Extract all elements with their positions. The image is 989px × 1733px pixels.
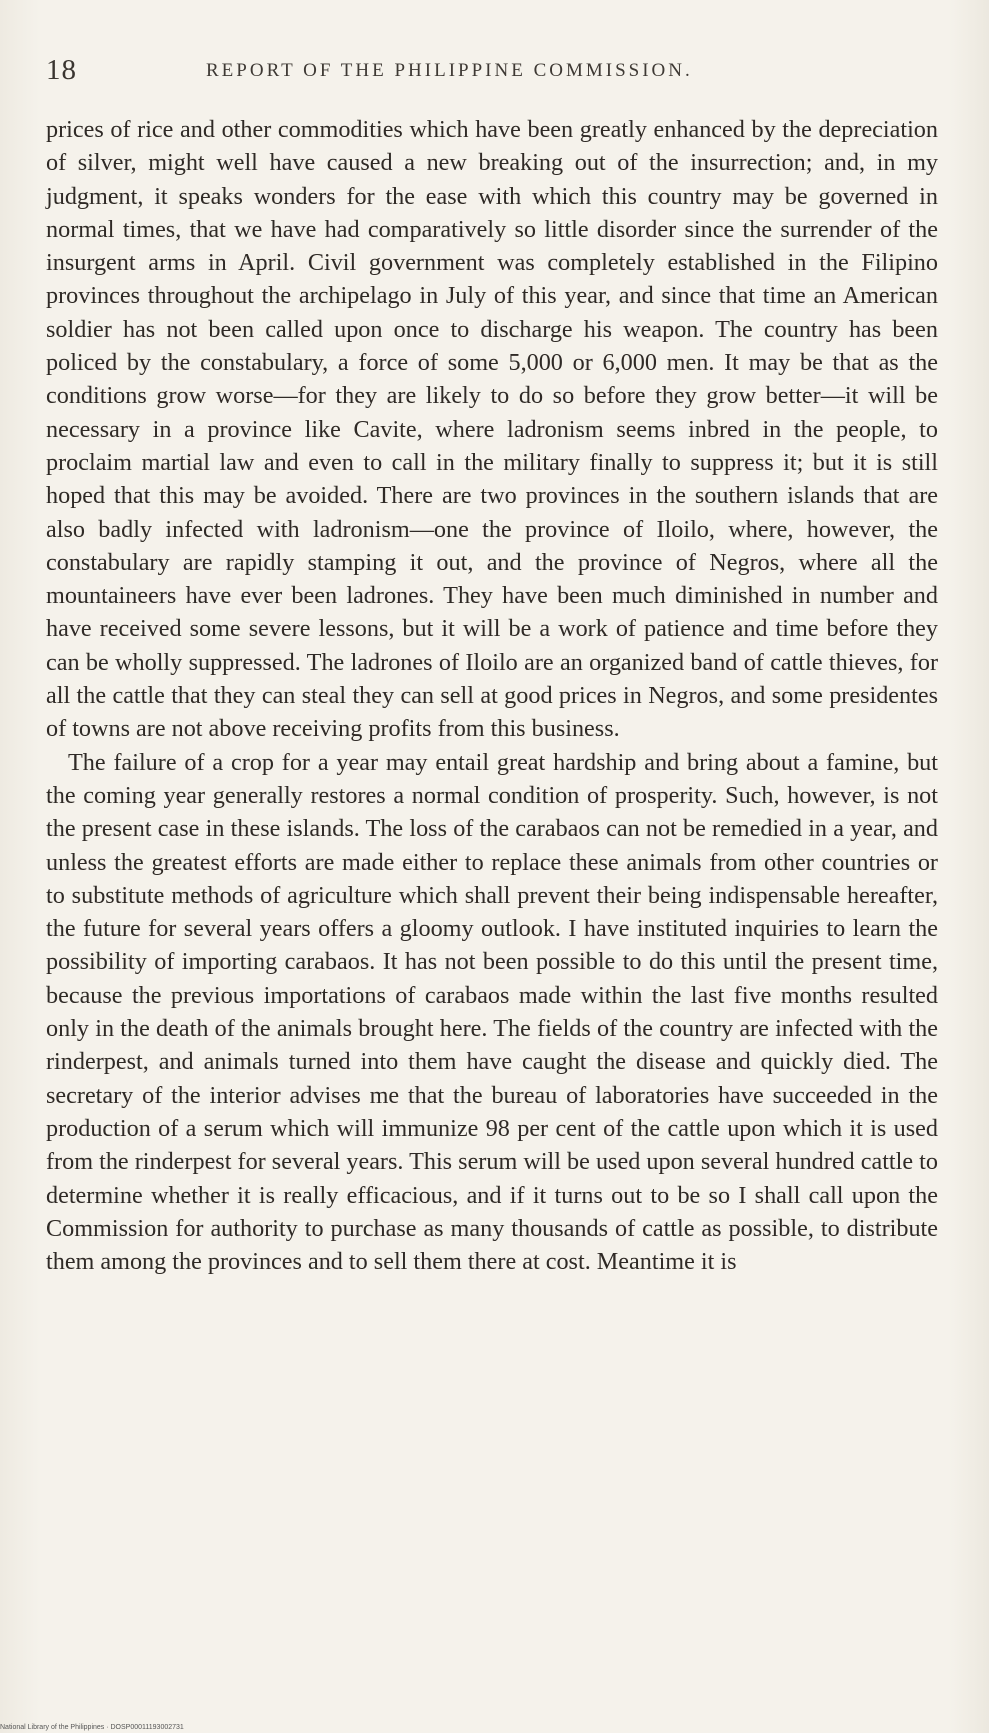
body-text [46, 113, 938, 1278]
scan-footer: National Library of the Philippines · DOSP00011193002731 [0, 1724, 184, 1731]
running-head: REPORT OF THE PHILIPPINE COMMISSION. [206, 60, 693, 81]
paragraph: The failure of a crop for a year may entail great hardship and bring about a famine, but the coming year generally restores a normal condition of prosperity. Such, however, is not the present case in these islands. The loss of the carabaos can not be remedied in a year, and unless the greatest efforts are made either to replace these animals from other countries or to substitute methods of agriculture which shall prevent their being indispensable hereafter, the future for several years offers a gloomy outlook. I have instituted inquiries to learn the possibility of importing carabaos. It has not been possible to do this until the present time, because the previous importations of carabaos made within the last five months resulted only in the death of the animals brought here. The fields of the country are infected with the rinderpest, and animals turned into them have caught the disease and quickly died. The secretary of the interior advises me that the bureau of laboratories have succeeded in the production of a serum which will immunize 98 per cent of the cattle upon which it is used from the rinderpest for several years. This serum will be used upon several hundred cattle to determine whether it is really efficacious, and if it turns out to be so I shall call upon the Commission for authority to purchase as many thousands of cattle as possible, to distribute them among the provinces and to sell them there at cost. Meantime it is [46, 748, 938, 1276]
paragraph: prices of rice and other commodities which have been greatly enhanced by the depreciation of silver, might well have caused a new breaking out of the insurrection; and, in my judgment, it speaks wonders for the ease with which this country may be governed in normal times, that we have had comparatively so little disorder since the surrender of the insurgent arms in April. Civil government was completely established in the Filipino provinces throughout the archipelago in July of this year, and since that time an American soldier has not been called upon once to discharge his weapon. The country has been policed by the constabulary, a force of some 5,000 or 6,000 men. It may be that as the conditions grow worse—for they are likely to do so before they grow better—it will be necessary in a province like Cavite, where ladronism seems inbred in the people, to proclaim martial law and even to call in the military finally to suppress it; but it is still hoped that this may be avoided. There are two provinces in the southern islands that are also badly infected with ladronism—one the province of Iloilo, where, however, the constabulary are rapidly stamping it out, and the province of Negros, where all the mountaineers have ever been ladrones. They have been much diminished in number and have received some severe lessons, but it will be a work of patience and time before they can be wholly suppressed. The ladrones of Iloilo are an organized band of cattle thieves, for all the cattle that they can steal they can sell at good prices in Negros, and some presidentes of towns are not above receiving profits from this business. [46, 116, 938, 743]
page-number: 18 [46, 54, 77, 86]
page-header [46, 54, 942, 94]
